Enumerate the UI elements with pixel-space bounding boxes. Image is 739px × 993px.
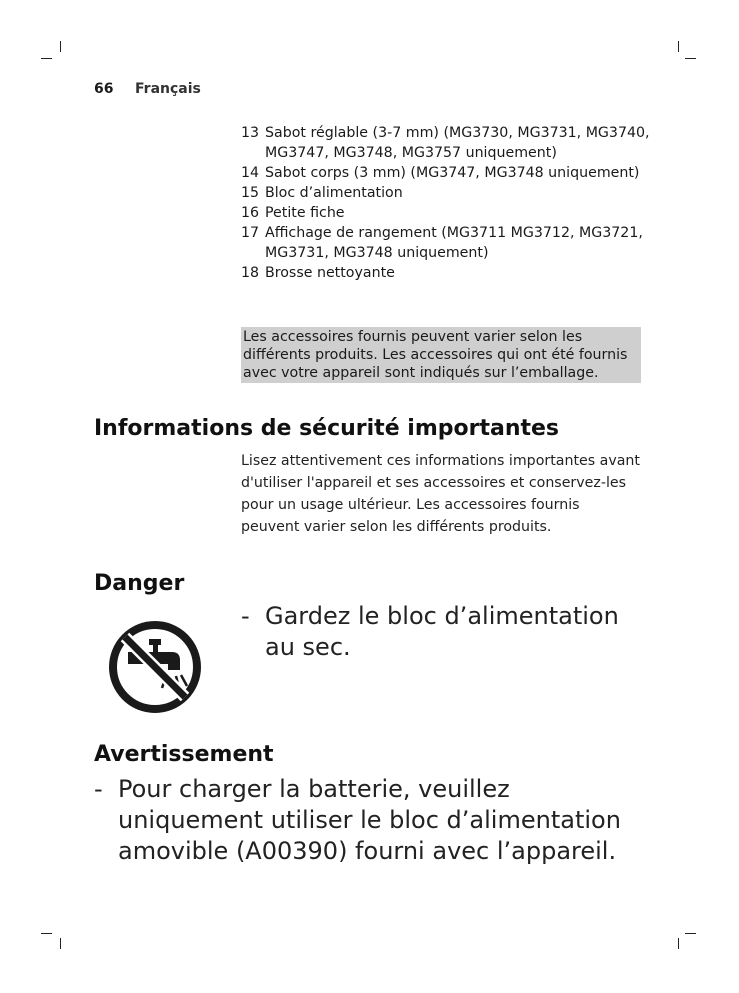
danger-text: Gardez le bloc d’alimentation au sec.	[265, 602, 619, 661]
crop-mark	[60, 938, 61, 949]
list-item	[241, 123, 651, 163]
language-label: Français	[135, 81, 201, 97]
item-number: 18	[241, 265, 260, 281]
list-item	[241, 263, 651, 283]
item-number: 14	[241, 165, 260, 181]
crop-mark	[678, 41, 679, 52]
bullet-dash: -	[241, 602, 250, 630]
crop-mark	[41, 933, 52, 934]
crop-mark	[685, 58, 696, 59]
item-text: Sabot corps (3 mm) (MG3747, MG3748 uniquement)	[265, 165, 640, 181]
crop-mark	[678, 938, 679, 949]
list-item	[241, 203, 651, 223]
item-number: 13	[241, 125, 260, 141]
list-item	[241, 183, 651, 203]
safety-heading: Informations de sécurité importantes	[94, 416, 560, 441]
no-water-tap-icon	[106, 618, 204, 716]
warning-item	[94, 774, 634, 867]
item-text: Petite fiche	[265, 205, 345, 221]
item-text: Affichage de rangement (MG3711 MG3712, MG3721, MG3731, MG3748 uniquement)	[265, 225, 643, 261]
crop-mark	[60, 41, 61, 52]
page-header	[94, 81, 201, 97]
warning-heading: Avertissement	[94, 742, 274, 767]
safety-intro: Lisez attentivement ces informations importantes avant d'utiliser l'appareil et ses accessoires et conservez-les pour un usage ultérieur. Les accessoires fournis peuvent varier selon les différents produits.	[241, 453, 640, 535]
parts-list	[241, 123, 651, 283]
item-text: Sabot réglable (3-7 mm) (MG3730, MG3731, MG3740, MG3747, MG3748, MG3757 uniquement)	[265, 125, 650, 161]
crop-mark	[41, 58, 52, 59]
accessories-note: Les accessoires fournis peuvent varier selon les différents produits. Les accessoires qui ont été fournis avec votre appareil sont indiqués sur l’emballage.	[241, 327, 641, 383]
danger-heading: Danger	[94, 571, 185, 596]
danger-item	[241, 601, 631, 663]
list-item	[241, 163, 651, 183]
item-text: Brosse nettoyante	[265, 265, 395, 281]
page-number: 66	[94, 81, 114, 97]
bullet-dash: -	[94, 775, 103, 803]
item-number: 15	[241, 185, 260, 201]
warning-text: Pour charger la batterie, veuillez uniquement utiliser le bloc d’alimentation amovible (A00390) fourni avec l’appareil.	[118, 775, 621, 865]
item-number: 16	[241, 205, 260, 221]
item-text: Bloc d’alimentation	[265, 185, 403, 201]
item-number: 17	[241, 225, 260, 241]
crop-mark	[685, 933, 696, 934]
list-item	[241, 223, 651, 263]
